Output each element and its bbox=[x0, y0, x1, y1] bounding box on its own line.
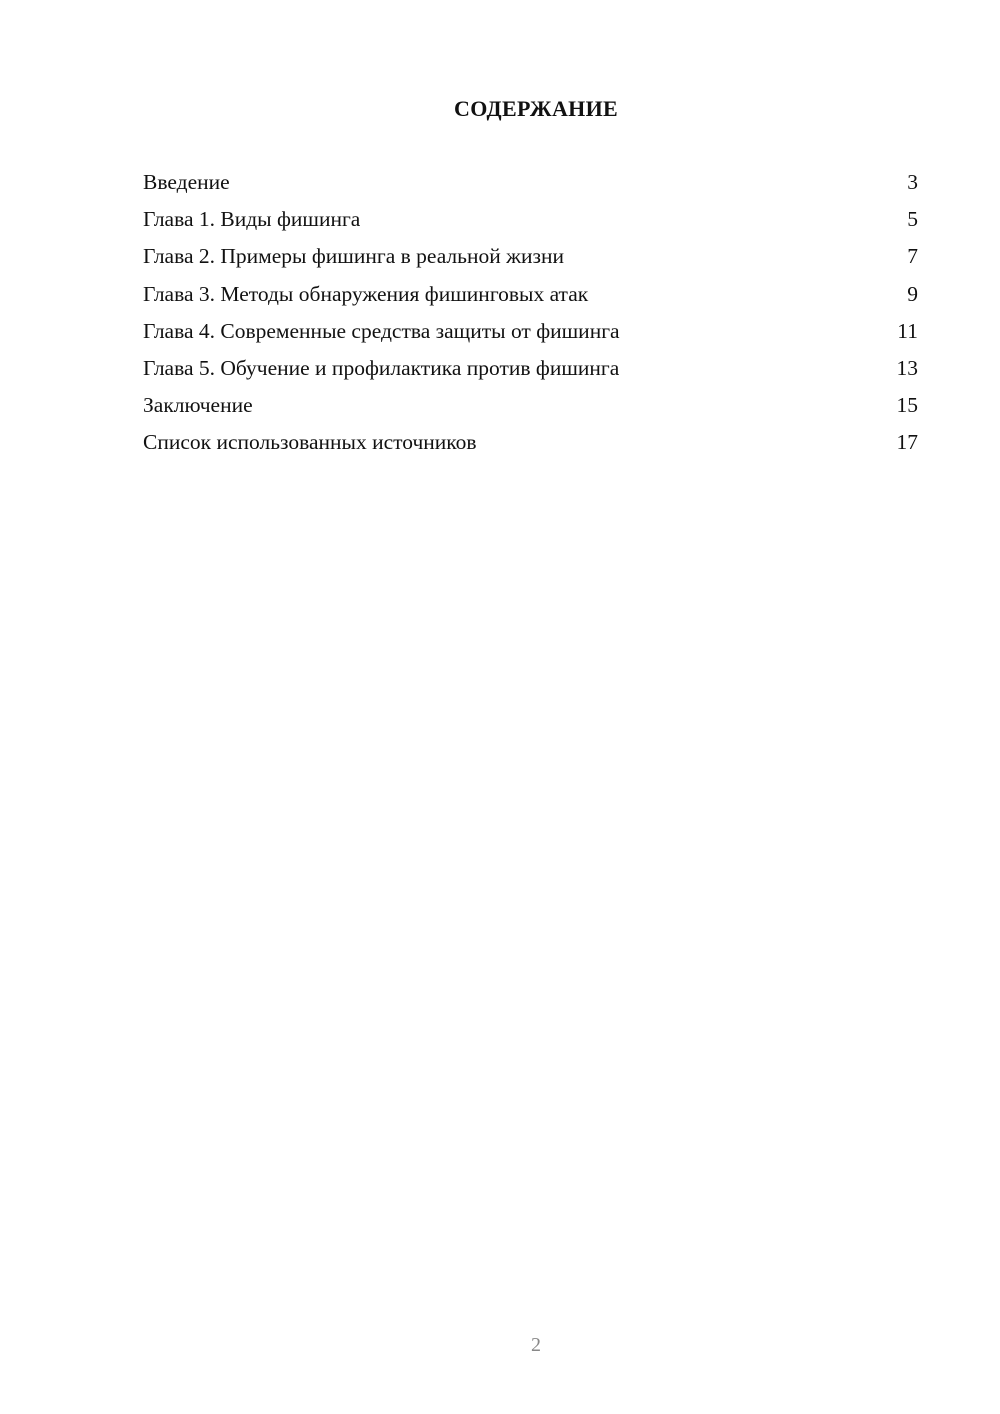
toc-entry-introduction bbox=[143, 170, 918, 207]
toc-entry-label: Глава 3. Методы обнаружения фишинговых атак bbox=[143, 281, 589, 306]
toc-entry-label: Глава 1. Виды фишинга bbox=[143, 207, 361, 232]
toc-entry-chapter-2 bbox=[143, 244, 918, 281]
toc-list bbox=[143, 170, 918, 468]
toc-entry-page: 3 bbox=[907, 170, 918, 194]
toc-entry-conclusion bbox=[143, 393, 918, 430]
toc-entry-chapter-4 bbox=[143, 319, 918, 356]
toc-entry-page: 15 bbox=[896, 393, 918, 418]
toc-title: СОДЕРЖАНИЕ bbox=[454, 96, 618, 121]
toc-entry-page: 9 bbox=[907, 281, 918, 306]
toc-entry-label: Введение bbox=[143, 170, 230, 194]
toc-entry-label: Заключение bbox=[143, 393, 253, 418]
toc-entry-page: 7 bbox=[907, 244, 918, 269]
toc-entry-chapter-5 bbox=[143, 356, 918, 393]
toc-entry-label: Глава 2. Примеры фишинга в реальной жизни bbox=[143, 244, 564, 269]
page-number: 2 bbox=[531, 1334, 541, 1356]
toc-entry-chapter-3 bbox=[143, 282, 918, 319]
toc-entry-label: Глава 4. Современные средства защиты от фишинга bbox=[143, 318, 620, 343]
toc-entry-label: Список использованных источников bbox=[143, 430, 477, 455]
toc-entry-page: 11 bbox=[897, 318, 918, 343]
toc-entry-page: 13 bbox=[896, 355, 918, 380]
toc-entry-references bbox=[143, 430, 918, 467]
toc-entry-page: 5 bbox=[907, 207, 918, 232]
toc-entry-chapter-1 bbox=[143, 207, 918, 244]
toc-entry-page: 17 bbox=[896, 430, 918, 455]
toc-entry-label: Глава 5. Обучение и профилактика против фишинга bbox=[143, 355, 620, 380]
